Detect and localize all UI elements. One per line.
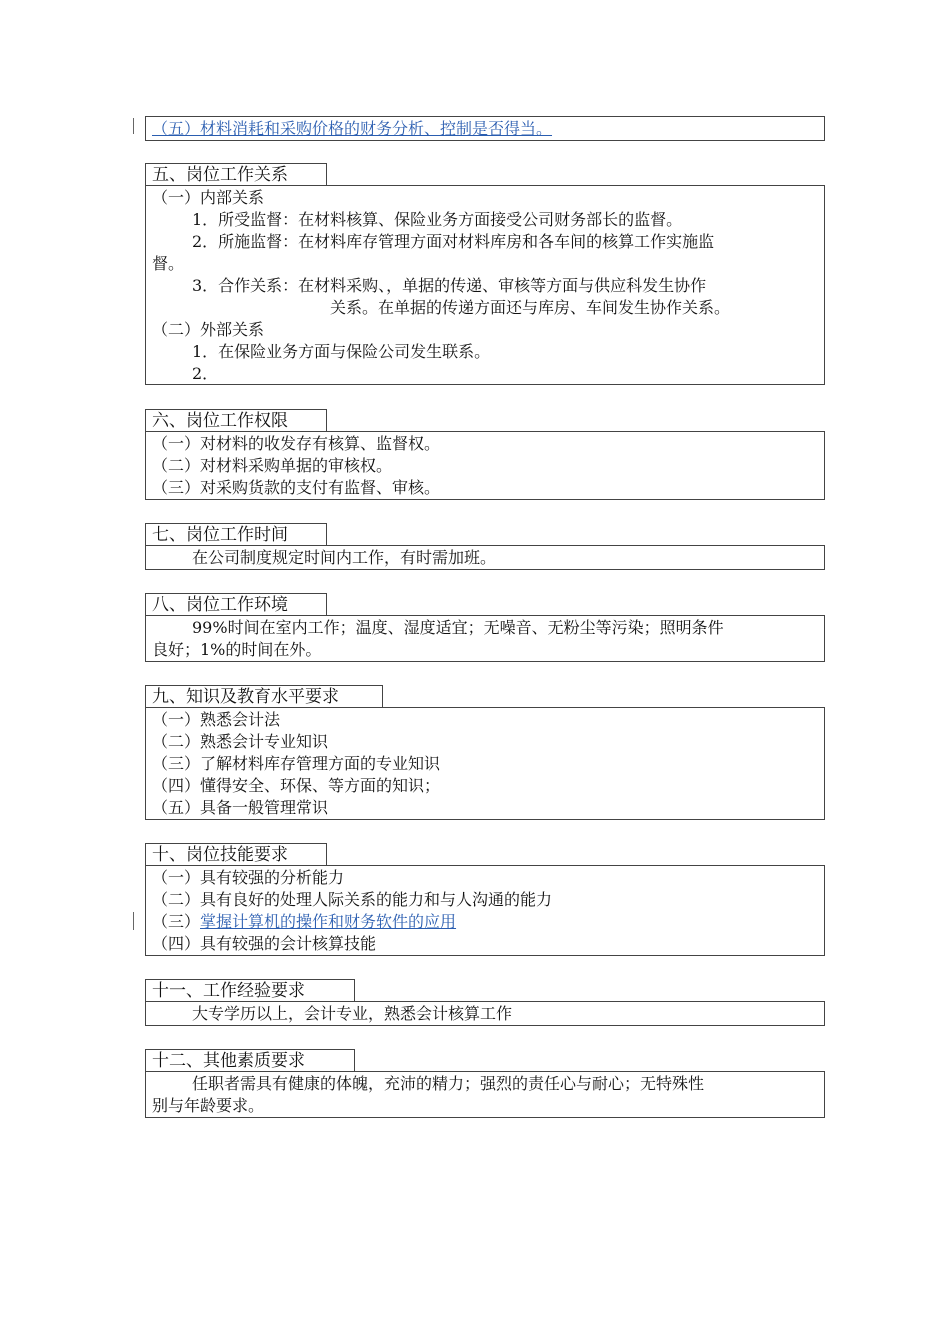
section-knowledge-requirements	[145, 685, 825, 820]
list-item: （四）懂得安全、环保、等方面的知识；	[152, 776, 441, 795]
section-body	[145, 545, 825, 570]
subheading-external: （二）外部关系	[152, 320, 265, 339]
list-item-prefix: （三）	[152, 912, 201, 931]
section-work-time	[145, 523, 825, 570]
software-skill-link[interactable]: 掌握计算机的操作和财务软件的应用	[200, 912, 457, 931]
list-item-continuation: 关系。在单据的传递方面还与库房、车间发生协作关系。	[330, 298, 731, 317]
carryover-link[interactable]: （五）材料消耗和采购价格的财务分析、控制是否得当。	[152, 119, 553, 138]
revision-mark	[133, 912, 134, 930]
section-work-environment	[145, 593, 825, 662]
section-title: 十、岗位技能要求	[145, 843, 327, 865]
body-text: 99%时间在室内工作；温度、湿度适宜；无噪音、无粉尘等污染；照明条件	[192, 618, 724, 637]
section-body	[145, 615, 825, 662]
list-item: （三）对采购货款的支付有监督、审核。	[152, 478, 441, 497]
list-item: （三）了解材料库存管理方面的专业知识	[152, 754, 441, 773]
list-item-continuation: 督。	[152, 254, 185, 273]
section-job-authority	[145, 409, 825, 500]
body-text-continuation: 良好；1%的时间在外。	[152, 640, 322, 659]
list-item: 2．所施监督：在材料库存管理方面对材料库房和各车间的核算工作实施监	[192, 232, 715, 251]
section-title: 十二、其他素质要求	[145, 1049, 355, 1071]
list-item: 2．	[192, 364, 219, 383]
section-other-requirements	[145, 1049, 825, 1118]
list-item: （四）具有较强的会计核算技能	[152, 934, 377, 953]
section-title: 十一、工作经验要求	[145, 979, 355, 1001]
list-item: （五）具备一般管理常识	[152, 798, 329, 817]
carryover-box	[145, 116, 825, 141]
list-item: （二）熟悉会计专业知识	[152, 732, 329, 751]
section-title: 五、岗位工作关系	[145, 163, 327, 185]
section-body	[145, 1001, 825, 1026]
list-item: （二）具有良好的处理人际关系的能力和与人沟通的能力	[152, 890, 553, 909]
list-item	[152, 911, 816, 933]
list-item: （一）熟悉会计法	[152, 710, 281, 729]
section-title: 六、岗位工作权限	[145, 409, 327, 431]
list-item: （一）对材料的收发存有核算、监督权。	[152, 434, 441, 453]
body-text-continuation: 别与年龄要求。	[152, 1096, 265, 1115]
body-text: 任职者需具有健康的体魄，充沛的精力；强烈的责任心与耐心；无特殊性	[192, 1074, 705, 1093]
carryover-section	[145, 116, 825, 141]
section-body	[145, 1071, 825, 1118]
list-item: 1．所受监督：在材料核算、保险业务方面接受公司财务部长的监督。	[192, 210, 683, 229]
body-text: 在公司制度规定时间内工作，有时需加班。	[192, 548, 497, 567]
subheading-internal: （一）内部关系	[152, 188, 265, 207]
list-item: 1．在保险业务方面与保险公司发生联系。	[192, 342, 491, 361]
section-body	[145, 707, 825, 820]
list-item: （一）具有较强的分析能力	[152, 868, 345, 887]
revision-mark	[133, 118, 134, 134]
section-body	[145, 185, 825, 385]
section-skill-requirements	[145, 843, 825, 956]
section-title: 九、知识及教育水平要求	[145, 685, 383, 707]
body-text: 大专学历以上，会计专业，熟悉会计核算工作	[192, 1004, 513, 1023]
section-job-relations	[145, 163, 825, 385]
section-title: 八、岗位工作环境	[145, 593, 327, 615]
list-item: （二）对材料采购单据的审核权。	[152, 456, 393, 475]
section-title: 七、岗位工作时间	[145, 523, 327, 545]
section-experience-requirements	[145, 979, 825, 1026]
section-body	[145, 865, 825, 956]
section-body	[145, 431, 825, 500]
list-item: 3．合作关系：在材料采购、，单据的传递、审核等方面与供应科发生协作	[192, 276, 707, 295]
